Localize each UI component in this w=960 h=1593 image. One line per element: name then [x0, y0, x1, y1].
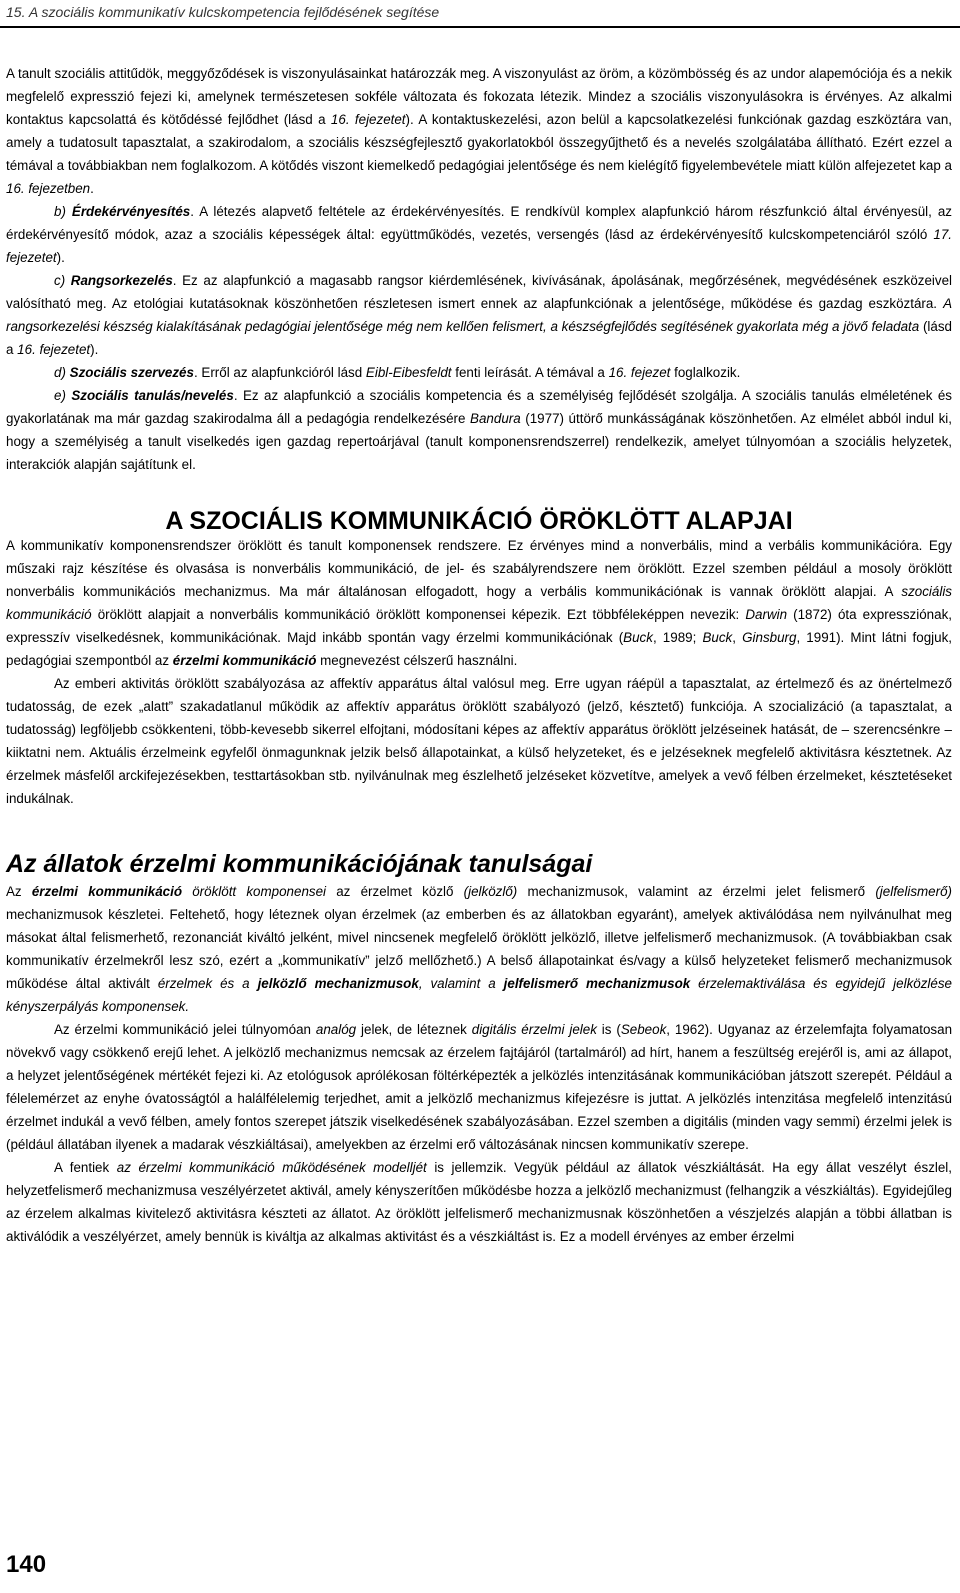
text-run: , valamint a [418, 976, 504, 991]
text-run: , 1962). Ugyanaz az érzelemfajta folyamatosan növekvő vagy csökkenő erejű lehet. A jelközlő mechanizmus nemcsak az érzelem fajtájáról (tartalmáról) ad hírt, hanem a feszültség erejéről is, ami az állapot, a helyzet jelentőségének mértékét fejezi ki. Az etológusok aprólékosan föltérképezték a jelközlés intenzitásának kommunikációban játszott szerepét. Például a félelemérzet az enyhe óvatosságtól a halálfélelemig terjedhet, amit a jelközlő mechanizmus kifejezésre is juttat. A jelközlés intenzitása megfelelő intenzitású érzelmet indukál a vevő félben, amely fontos szerepet játszik viselkedésének szabályozásában. Ezzel szemben a digitális (minden vagy semmi) érzelmi jelek is (például állatában ilyenek a madarak vészkiáltásai), amelyekben az érzelmi erő változásának nincsen kommunikatív szerepe. [6, 1022, 953, 1152]
text-run: jelközlő mechanizmusok [257, 976, 419, 991]
running-header: 15. A szociális kommunikatív kulcskompetencia fejlődésének segítése [6, 4, 440, 20]
text-run: b) [54, 204, 72, 219]
text-run: ). A kontaktuskezelési, azon belül a kapcsolatkezelési funkciónak gazdag eszköztára van, amely a tudatosult tapasztalat, a szakirodalom, a szociális készségfejlesztő gyakorlatokból összegyűjthető és a nevelés szolgálatába állítható. Ezért ezzel a témával a továbbiakban nem foglalkozom. A kötődés viszont kiemelkedő pedagógiai jelentősége és nem kielégítő figyelembevétele miatt külön alfejezetet kap a [6, 112, 952, 173]
text-run: (1872) óta expressziónak, expresszív viselkedésnek, kommunikációnak. Majd inkább spontán vagy érzelmi kommunikációnak ( [6, 607, 952, 645]
page-content [6, 62, 952, 1248]
paragraph [6, 62, 952, 200]
text-run: Az emberi aktivitás öröklött szabályozása az affektív apparátus által valósul meg. Erre ugyan ráépül a tapasztalat, az értelmező és az önértelmező tudatosság, de ezek „alatt” szakadatlanul működik az affektív apparátus öröklött szabályozó (jelző, késztető) funkciója. A szocializáció (a tapasztalat, a tudatosság) legföljebb csökkenteni, több-kevesebb sikerrel elfojtani, módosítani képes az affektív apparátus öröklött jelzéseinek hatását, de – szerencsénkre – kiiktatni nem. Aktuális érzelmeink egyfelől önmagunknak jelzik belső állapotainkat, a külső helyzeteket, és e jelzéseknek megfelelő aktivitásra késztetnek. Az érzelmek másfelől arckifejezésekben, testtartásokban stb. nyilvánulnak meg észlelhető jelzéseket közvetítve, amelyek a vevő félben érzelmeket, késztetéseket indukálnak. [6, 676, 952, 806]
text-run: Érdekérvényesítés [71, 204, 191, 219]
text-run: (1977) úttörő munkásságának köszönhetően. Az elmélet abból indul ki, hogy a személyiség a tanult viselkedés igen gazdag repertoárjával (tanult komponensrendszerrel) rendelkezik, amelyet túlnyomóan a szociális helyzetek, interakciók alapján sajátítunk el. [6, 411, 952, 472]
text-run: Ginsburg [742, 630, 797, 645]
text-run: jelfelismerő mechanizmusok [503, 976, 691, 991]
text-run: öröklött komponensei [182, 884, 327, 899]
paragraph-rangsorkezeles [6, 269, 952, 361]
text-run: Buck [702, 630, 733, 645]
text-run: 17. fejezetet [6, 227, 952, 265]
text-run: érzelmi kommunikáció [31, 884, 182, 899]
text-run: az érzelmet közlő [326, 884, 464, 899]
text-run: mechanizmusok, valamint az érzelmi jelet felismerő [517, 884, 876, 899]
paragraph-erdekervenyesites [6, 200, 952, 269]
text-run: A fentiek [54, 1160, 117, 1175]
text-run: Buck [623, 630, 653, 645]
text-run: 16. fejezetet [330, 112, 406, 127]
text-run: érzelmek és a [157, 976, 258, 991]
text-run: analóg [315, 1022, 357, 1037]
text-run: Eibl-Eibesfeldt [365, 365, 452, 380]
text-run: Bandura [470, 411, 521, 426]
text-run: 16. fejezetet [17, 342, 91, 357]
text-run: e) [54, 388, 72, 403]
text-run: A tanult szociális attitűdök, meggyőződések is viszonyulásainkat határozzák meg. A viszonyulást az öröm, a közömbösség és az undor alapemóciója és a nekik megfelelő expresszió fejezi ki, amelynek természetesen sokféle változata és fokozata létezik. Mindez a szociális viszonyulásokra is érvényes. Az alkalmi kontaktus kapcsolattá és kötődéssé fejlődhet (lásd a [6, 66, 952, 127]
section-heading: A SZOCIÁLIS KOMMUNIKÁCIÓ ÖRÖKLÖTT ALAPJAI [165, 507, 793, 535]
text-run: az érzelmi kommunikáció működésének modelljét [116, 1160, 427, 1175]
paragraph [6, 880, 952, 1018]
text-run: megnevezést célszerű használni. [316, 653, 518, 668]
text-run: (lásd a [6, 319, 952, 357]
text-run: 16. fejezet [608, 365, 671, 380]
text-run: Az [6, 884, 32, 899]
text-run: Szociális szervezés [69, 365, 194, 380]
paragraph [6, 672, 952, 810]
text-run: , 1989; [652, 630, 703, 645]
header-rule [0, 26, 960, 28]
text-run: mechanizmusok készletei. Feltehető, hogy léteznek olyan érzelmek (az emberben és az állatokban egyaránt), amelyek aktiválódása nem nyilvánulhat meg másokat által felismerhető, rezonanciát kiváltó jelként, mivel nincsenek megfelelő öröklött jelközlő, illetve jelfelismerő mechanizmusok. (A továbbiakban csak kommunikatív érzelmekről lesz szó, ezért a „kommunikatív” jelző mellőzhető.) A belső állapotainkat és/vagy a külső helyzeteket felismerő mechanizmusok működése által aktivált [6, 907, 952, 991]
paragraph [6, 1156, 952, 1248]
text-run: , 1991). Mint látni fogjuk, pedagógiai szempontból az [6, 630, 953, 668]
text-run: érzelmi kommunikáció [172, 653, 317, 668]
page-number: 140 [6, 1551, 47, 1578]
text-run: . [90, 181, 94, 196]
text-run: is jellemzik. Vegyük például az állatok vészkiáltását. Ha egy állat veszélyt észlel, helyzetfelismerő mechanizmusa veszélyérzetet aktivál, amely kényszerítően működésbe hozza a jelközlő mechanizmust (felhangzik a vészkiáltás). Egyidejűleg az érzelem alkalmas kivitelező aktivitásra készteti az állatot. Az öröklött jelfelismerő mechanizmusnak köszönhetően a vészjelzés alapján a többi állatban is aktiválódik a veszélyérzet, amely bennük is kiváltja az alkalmas aktivitást és a vészkiáltást is. Ez a modell érvényes az ember érzelmi [6, 1160, 953, 1244]
text-run: 16. fejezetben [6, 181, 91, 196]
text-run: . Ez az alapfunkció a szociális kompetencia és a személyiség fejlődését szolgálja. A szociális tanulás elméletének és gyakorlatának ma már gazdag szakirodalma áll a pedagógia rendelkezésére [6, 388, 952, 426]
subsection-heading: Az állatok érzelmi kommunikációjának tanulságai [6, 850, 593, 878]
text-run: szociális kommunikáció [6, 584, 952, 622]
text-run: . Ez az alapfunkció a magasabb rangsor kiérdemlésének, kivívásának, ápolásának, megőrzésének, megvédésének eszközeivel valósítható meg. Az etológiai kutatásoknak köszönhetően részletesen ismert ennek az alapfunkciónak a jelentősége, működése és gazdag eszköztára. [6, 273, 952, 311]
text-run: ). [56, 250, 65, 265]
paragraph-szocialis-szervezes [6, 361, 952, 384]
text-run: Szociális tanulás/nevelés [71, 388, 234, 403]
text-run: érzelemaktiválása és egyidejű jelközlése kényszerpályás komponensek. [6, 976, 952, 1014]
text-run: d) [54, 365, 70, 380]
text-run: ). [90, 342, 99, 357]
text-run: A rangsorkezelési készség kialakításának pedagógiai jelentősége még nem kellően felismert, a készségfejlődés segítésének gyakorlata még a jövő feladata [6, 296, 952, 334]
text-run: fenti leírását. A témával a [451, 365, 609, 380]
text-run: jelek, de léteznek [356, 1022, 472, 1037]
text-run: Rangsorkezelés [70, 273, 173, 288]
text-run: . Erről az alapfunkcióról lásd [193, 365, 366, 380]
text-run: Az érzelmi kommunikáció jelei túlnyomóan [54, 1022, 316, 1037]
text-run: öröklött alapjait a nonverbális kommunikáció öröklött komponensei képezik. Ezt többféleképpen nevezik: [91, 607, 746, 622]
text-run: Darwin [745, 607, 788, 622]
text-run: is ( [596, 1022, 621, 1037]
text-run: , [732, 630, 743, 645]
paragraph [6, 1018, 952, 1156]
text-run: foglalkozik. [670, 365, 741, 380]
text-run: . A létezés alapvető feltétele az érdekérvényesítés. E rendkívül komplex alapfunkció három részfunkció által érvényesül, az érdekérvényesítő módok, azaz a szociális képességek által: együttműködés, vezetés, versengés (lásd az érdekérvényesítő kulcskompetenciáról szóló [6, 204, 952, 242]
paragraph [6, 534, 952, 672]
text-run: c) [54, 273, 71, 288]
text-run: digitális érzelmi jelek [471, 1022, 597, 1037]
text-run: A kommunikatív komponensrendszer öröklött és tanult komponensek rendszere. Ez érvényes mind a nonverbális, mind a verbális kommunikációra. Egy műszaki rajz készítése és olvasása is nonverbális kommunikáció, de jel- és szabályrendszere nem öröklött. Ezzel szemben például a mosoly öröklött nonverbális kommunikációs mechanizmus. Ma már általánosan elfogadott, hogy a verbális kommunikációnak is vannak öröklött alapjai. A [6, 538, 952, 599]
paragraph-szocialis-tanulas [6, 384, 952, 476]
text-run: (jelközlő) [463, 884, 518, 899]
text-run: (jelfelismerő) [875, 884, 952, 899]
text-run: Sebeok [620, 1022, 667, 1037]
